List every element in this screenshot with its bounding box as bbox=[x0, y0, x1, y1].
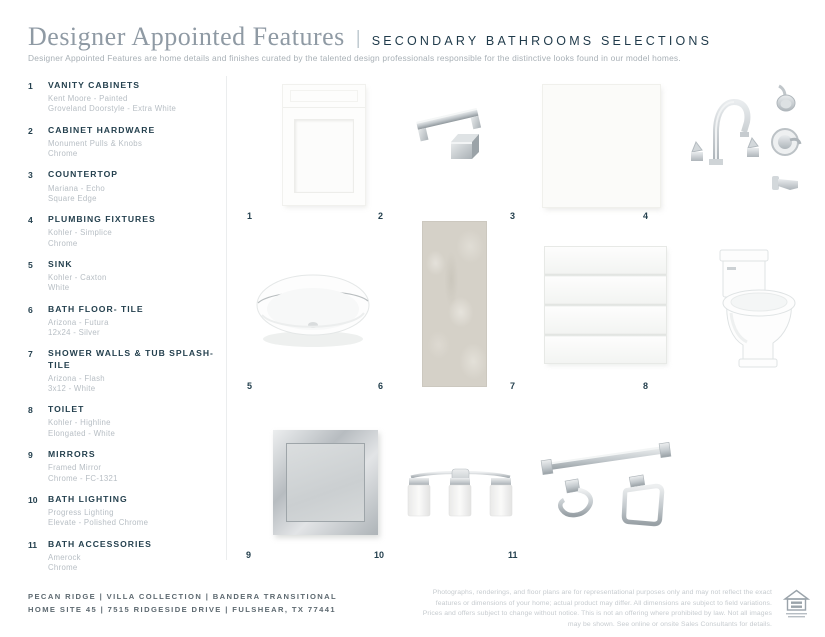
square-knob bbox=[451, 134, 479, 159]
grid-number-8: 8 bbox=[643, 381, 649, 391]
equal-housing-icon bbox=[783, 589, 810, 619]
item-number: 1 bbox=[28, 81, 33, 91]
grid-number-3: 3 bbox=[510, 211, 516, 221]
header-description: Designer Appointed Features are home details and finishes curated by the talented design professionals responsible for the distinctive looks found in our model homes. bbox=[28, 53, 681, 63]
grid-number-5: 5 bbox=[247, 381, 253, 391]
item-title: TOILET bbox=[48, 404, 85, 415]
toilet-paper-holder bbox=[560, 479, 591, 515]
item-title: BATH ACCESSORIES bbox=[48, 538, 152, 549]
item-detail: Kohler - Caxton bbox=[48, 273, 107, 283]
item-detail: Chrome - FC-1321 bbox=[48, 473, 118, 483]
list-item-shower-walls-tile bbox=[28, 348, 220, 394]
item-detail: Kohler - Highline bbox=[48, 418, 111, 428]
light-shade bbox=[490, 478, 512, 516]
mirror-glass bbox=[286, 443, 365, 522]
community-line: PECAN RIDGE | VILLA COLLECTION | BANDERA TRANSITIONAL bbox=[28, 592, 338, 601]
page-header bbox=[28, 22, 712, 52]
bath-floor-tile-image bbox=[423, 222, 486, 386]
grid-number-4: 4 bbox=[643, 211, 649, 221]
list-item-mirrors bbox=[28, 449, 220, 484]
grid-number-9: 9 bbox=[246, 550, 252, 560]
sink-image bbox=[252, 263, 374, 355]
item-detail: Chrome bbox=[48, 562, 78, 572]
item-detail: Groveland Doorstyle - Extra White bbox=[48, 104, 177, 114]
item-number: 5 bbox=[28, 259, 33, 270]
framed-mirror-image bbox=[273, 430, 378, 535]
item-detail: Kohler - Simplice bbox=[48, 228, 113, 238]
shower-valve bbox=[772, 129, 800, 155]
grid-number-10: 10 bbox=[374, 550, 385, 560]
section-title: SECONDARY BATHROOMS SELECTIONS bbox=[371, 34, 713, 48]
grid-number-7: 7 bbox=[510, 381, 516, 391]
light-shade bbox=[408, 478, 430, 516]
address-line: HOME SITE 45 | 7515 RIDGESIDE DRIVE | FULSHEAR, TX 77441 bbox=[28, 605, 336, 615]
item-number: 9 bbox=[28, 450, 33, 461]
item-title: COUNTERTOP bbox=[48, 169, 119, 180]
bath-accessories-image bbox=[538, 434, 688, 534]
list-item-bath-accessories bbox=[28, 539, 220, 574]
item-detail: Square Edge bbox=[48, 193, 97, 203]
cabinet-drawer-front bbox=[283, 85, 365, 108]
shower-wall-tile-image bbox=[545, 247, 666, 363]
footer-disclaimer: Photographs, renderings, and floor plans are for representational purposes only and may not reflect the exact features or dimensions of your home; actual product may differ. All dimensions are subject to field variations. Prices and offers subject to change without notice. This is not an offering where prohibited by law. Not all images may be shown. See online or onsite Sales Consultants for details. bbox=[422, 589, 772, 628]
towel-bar bbox=[541, 442, 671, 474]
cabinet-hardware-image bbox=[413, 96, 487, 170]
grid-number-11: 11 bbox=[508, 550, 518, 560]
grid-number-2: 2 bbox=[378, 211, 384, 221]
countertop-sample-image bbox=[543, 85, 660, 207]
selections-list bbox=[28, 80, 220, 583]
item-number: 3 bbox=[28, 170, 33, 181]
item-detail: Chrome bbox=[48, 149, 78, 159]
list-item-countertop bbox=[28, 169, 220, 204]
tub-spout bbox=[772, 176, 798, 190]
item-number: 11 bbox=[28, 539, 38, 550]
list-item-cabinet-hardware bbox=[28, 125, 220, 160]
item-detail: Arizona - Flash bbox=[48, 373, 105, 383]
vertical-divider bbox=[226, 76, 227, 560]
towel-ring bbox=[624, 475, 662, 524]
item-detail: Mariana - Echo bbox=[48, 183, 106, 193]
item-title: SHOWER WALLS & TUB SPLASH- TILE bbox=[48, 348, 214, 370]
item-detail: Arizona - Futura bbox=[48, 317, 109, 327]
list-item-sink bbox=[28, 259, 220, 294]
plumbing-fixtures-image bbox=[686, 80, 806, 200]
list-item-toilet bbox=[28, 404, 220, 439]
vanity-cabinet-image bbox=[283, 85, 365, 205]
grid-number-1: 1 bbox=[247, 211, 253, 221]
showerhead bbox=[777, 86, 795, 111]
item-detail: Monument Pulls & Knobs bbox=[48, 138, 143, 148]
light-shade bbox=[449, 478, 471, 516]
item-number: 6 bbox=[28, 304, 33, 315]
item-number: 7 bbox=[28, 349, 33, 360]
item-detail: White bbox=[48, 283, 70, 293]
cabinet-door-panel bbox=[294, 119, 354, 193]
item-title: BATH LIGHTING bbox=[48, 493, 128, 504]
item-detail: Amerock bbox=[48, 552, 81, 562]
item-detail: Kent Moore - Painted bbox=[48, 94, 128, 104]
list-item-plumbing-fixtures bbox=[28, 214, 220, 249]
list-item-bath-floor-tile bbox=[28, 304, 220, 339]
item-detail: 3x12 - White bbox=[48, 384, 96, 394]
item-title: MIRRORS bbox=[48, 449, 96, 460]
item-title: PLUMBING FIXTURES bbox=[48, 214, 156, 225]
item-detail: Chrome bbox=[48, 238, 78, 248]
item-detail: Elevate - Polished Chrome bbox=[48, 518, 149, 528]
page-title: Designer Appointed Features bbox=[28, 22, 345, 51]
item-title: SINK bbox=[48, 258, 73, 269]
toilet-image bbox=[703, 243, 797, 375]
item-number: 8 bbox=[28, 405, 33, 416]
item-number: 10 bbox=[28, 494, 38, 505]
item-detail: Progress Lighting bbox=[48, 507, 114, 517]
item-detail: Elongated - White bbox=[48, 428, 116, 438]
list-item-bath-lighting bbox=[28, 494, 220, 529]
item-title: VANITY CABINETS bbox=[48, 80, 141, 90]
item-title: CABINET HARDWARE bbox=[48, 124, 156, 135]
bath-lighting-image bbox=[403, 461, 518, 521]
footer-community-info bbox=[28, 590, 337, 617]
header-divider: | bbox=[355, 28, 361, 49]
list-item-vanity-cabinets bbox=[28, 80, 220, 115]
item-detail: Framed Mirror bbox=[48, 463, 102, 473]
item-title: BATH FLOOR- TILE bbox=[48, 303, 144, 314]
faucet bbox=[691, 102, 759, 165]
item-number: 2 bbox=[28, 125, 33, 136]
item-detail: 12x24 - Silver bbox=[48, 328, 100, 338]
grid-number-6: 6 bbox=[378, 381, 384, 391]
item-number: 4 bbox=[28, 215, 33, 226]
